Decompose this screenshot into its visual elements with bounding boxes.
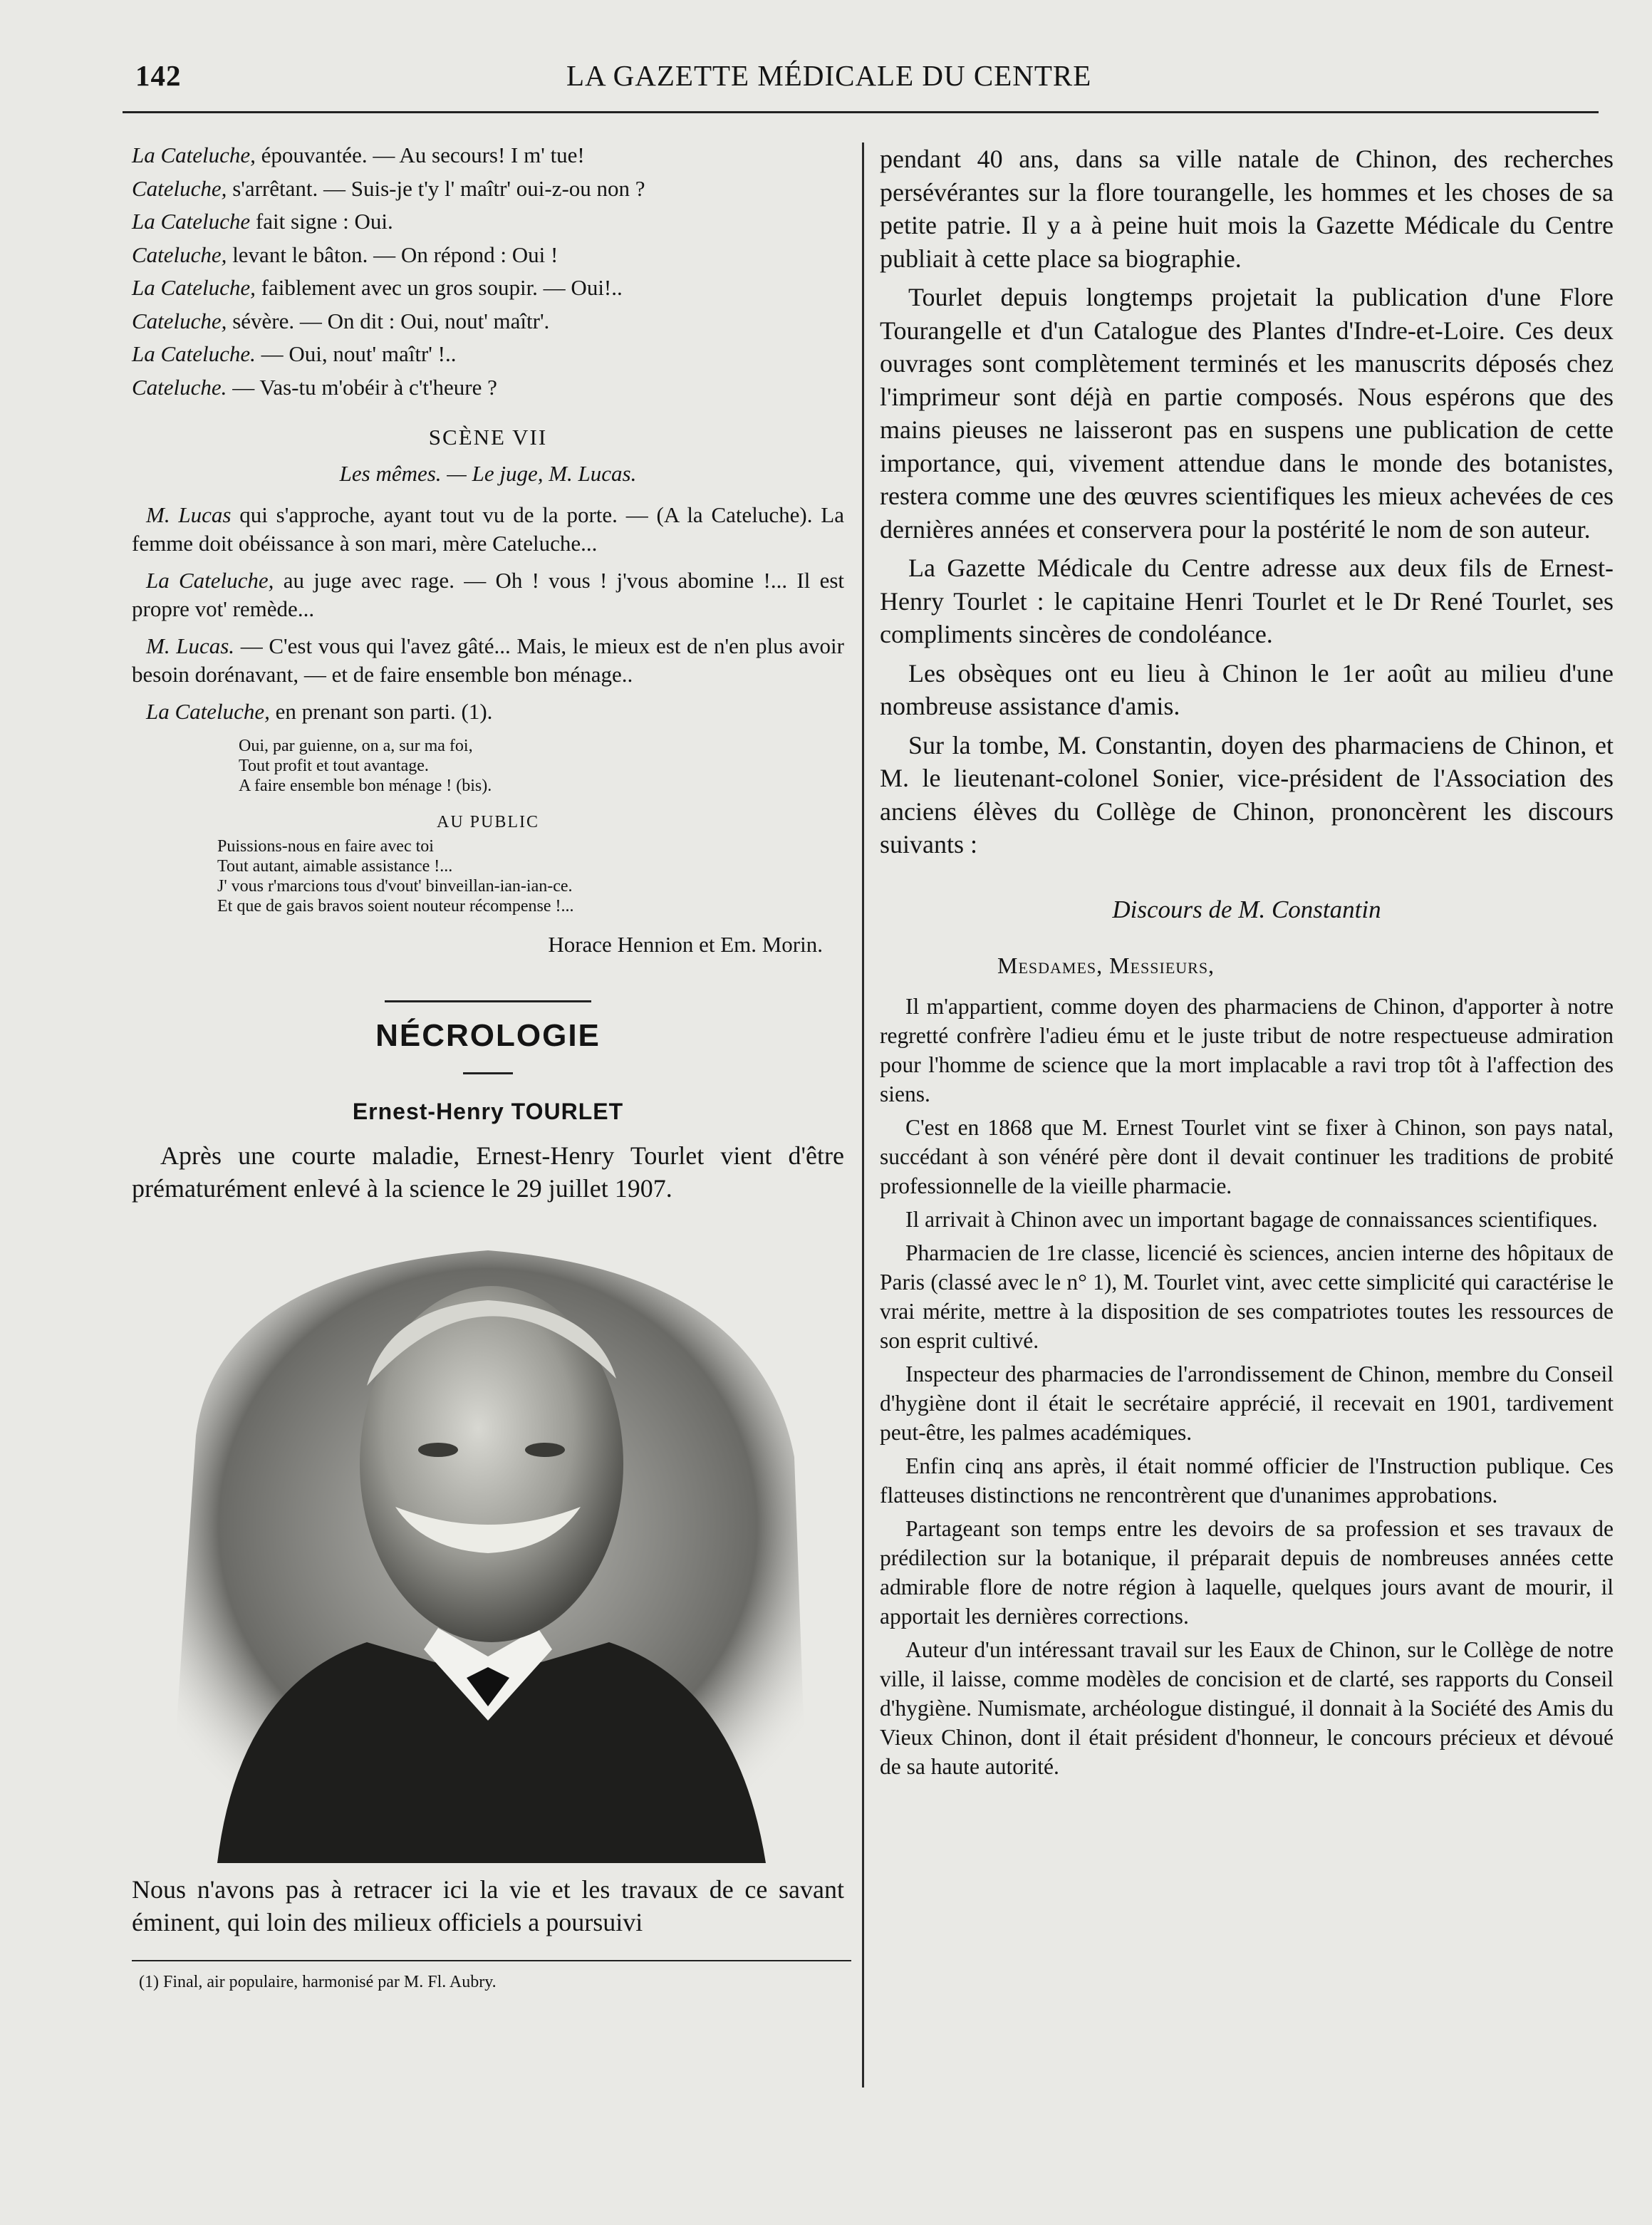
body-paragraph: Tourlet depuis longtemps projetait la publication d'une Flore Tourangelle et d'un Catalogue des Plantes d'Indre-et-Loire. Ces deux ouvrages sont complètement terminés et les manuscrits déposés chez l'imprimeur sont déjà en partie composés. Nous espérons que des mains pieuses ne laisseront pas en suspens une publication de cette importance, qui, vivement attendue dans le monde des botanistes, restera comme une des œuvres scientifiques les mieux achevées de ces dernières années et conservera pour la postérité le nom de son auteur. — [880, 283, 1614, 544]
speaker: La Cateluche — [132, 209, 251, 234]
paragraph-text: qui s'approche, ayant tout vu de la porte. — (A la Cateluche). La femme doit obéissance à son mari, mère Cateluche... — [132, 502, 844, 556]
verse-line: Oui, par guienne, on a, sur ma foi, — [239, 737, 473, 755]
heading-dash — [463, 1072, 513, 1074]
paragraph-text: au juge avec rage. — Oh ! vous ! j'vous abomine !... Il est propre vot' remède... — [132, 568, 845, 621]
discours-title: Discours de M. Constantin — [1112, 895, 1381, 923]
section-heading: NÉCROLOGIE — [375, 1018, 601, 1053]
speech-paragraph: Inspecteur des pharmacies de l'arrondissement de Chinon, membre du Conseil d'hygiène dont il était le secrétaire apprécié, il recevait en 1901, tardivement peut-être, les palmes académiques. — [880, 1361, 1614, 1445]
header-rule — [123, 111, 1599, 113]
paragraph-text: — C'est vous qui l'avez gâté... Mais, le mieux est de n'en plus avoir besoin dorénavant, — et de faire ensemble bon ménage.. — [132, 633, 844, 687]
speech-paragraph: Auteur d'un intéressant travail sur les Eaux de Chinon, sur le Collège de notre ville, il laisse, comme modèles de concision et de clarté, ses rapports du Conseil d'hygiène. Numismate, archéologue distingué, il donnait à la Société des Amis du Vieux Chinon, dont il était président d'honneur, le concours précieux et dévoué de sa haute autorité. — [880, 1637, 1614, 1779]
line-text: épouvantée. — Au secours! I m' tue! — [255, 142, 585, 167]
page-header — [135, 58, 1596, 101]
speech-paragraph: Partageant son temps entre les devoirs de sa profession et ses travaux de prédilection sur la botanique, il préparait depuis de nombreuses années cette admirable flore de notre région à laquelle, quelques jours avant de mourir, il apportait les dernières corrections. — [880, 1515, 1614, 1629]
speaker: Cateluche, — [132, 308, 227, 333]
speech-paragraph: Il arrivait à Chinon avec un important bagage de connaissances scientifiques. — [905, 1206, 1598, 1232]
footnote-rule — [132, 1960, 851, 1961]
verse-line: Tout profit et tout avantage. — [239, 757, 429, 775]
verse-line: Puissions-nous en faire avec toi — [217, 837, 434, 856]
speaker: La Cateluche, — [146, 699, 270, 724]
line-text: s'arrêtant. — Suis-je t'y l' maîtr' oui-z-ou non ? — [227, 175, 645, 201]
dialogue-line — [132, 172, 844, 206]
line-text: levant le bâton. — On répond : Oui ! — [227, 242, 559, 267]
line-text: fait signe : Oui. — [250, 209, 393, 234]
scene-heading: SCÈNE VII — [428, 425, 548, 450]
salutation: Mesdames, Messieurs, — [997, 952, 1215, 978]
stage-paragraph — [132, 697, 844, 726]
body-paragraph: Les obsèques ont eu lieu à Chinon le 1er août au milieu d'une nombreuse assistance d'amis. — [880, 658, 1614, 720]
body-paragraph: La Gazette Médicale du Centre adresse aux deux fils de Ernest-Henry Tourlet : le capitaine Henri Tourlet et le Dr René Tourlet, ses compliments sincères de condoléance. — [880, 554, 1614, 648]
line-text: sévère. — On dit : Oui, nout' maîtr'. — [227, 308, 550, 333]
line-text: — Oui, nout' maîtr' !.. — [255, 341, 457, 366]
speech-paragraph: Il m'appartient, comme doyen des pharmaciens de Chinon, d'apporter à notre regretté confrère l'adieu ému et le juste tribut de notre respectueuse admiration pour l'homme de science que la mort implacable a ravi trop tôt à l'affection des siens. — [880, 993, 1614, 1106]
body-paragraph: pendant 40 ans, dans sa ville natale de Chinon, des recherches persévérantes sur la flore tourangelle, les hommes et les choses de sa petite patrie. Il y a à peine huit mois la Gazette Médicale du Centre publiait à cette place sa biographie. — [880, 145, 1614, 273]
paragraph-text: en prenant son parti. (1). — [269, 699, 493, 724]
stage-paragraph — [132, 632, 844, 689]
right-column — [880, 142, 1614, 1781]
verse-line: Et que de gais bravos soient nouteur récompense !... — [217, 897, 574, 916]
page-number: 142 — [135, 59, 182, 92]
verse-line: Tout autant, aimable assistance !... — [217, 857, 453, 876]
verse-block — [132, 836, 844, 916]
journal-title: LA GAZETTE MÉDICALE DU CENTRE — [566, 59, 1092, 92]
section-rule — [385, 1000, 591, 1002]
dialogue-line — [132, 371, 844, 405]
portrait-engraving — [153, 1222, 823, 1863]
speaker: La Cateluche, — [132, 275, 256, 300]
body-paragraph: Sur la tombe, M. Constantin, doyen des pharmaciens de Chinon, et M. le lieutenant-colonel Sonier, vice-président de l'Association des anciens élèves du Collège de Chinon, prononcèrent les discours suivants : — [880, 730, 1614, 859]
speech-paragraph: Enfin cinq ans après, il était nommé officier de l'Instruction publique. Ces flatteuses distinctions ne rencontrèrent que d'unanimes approbations. — [880, 1453, 1614, 1508]
speaker: La Cateluche, — [146, 568, 274, 593]
verse-line: A faire ensemble bon ménage ! (bis). — [239, 777, 492, 795]
footnote: (1) Final, air populaire, harmonisé par M. Fl. Aubry. — [139, 1973, 497, 1991]
speaker: M. Lucas. — [146, 633, 235, 658]
line-text: faiblement avec un gros soupir. — Oui!.. — [255, 275, 623, 300]
speaker: La Cateluche. — [132, 341, 256, 366]
dialogue-line — [132, 271, 844, 305]
dialogue-line — [132, 139, 844, 172]
dialogue-line — [132, 305, 844, 338]
dialogue-block — [132, 139, 844, 404]
dialogue-line — [132, 239, 844, 272]
stage-paragraph — [132, 566, 844, 623]
verse-block — [132, 736, 844, 796]
author-signature: Horace Hennion et Em. Morin. — [548, 932, 823, 957]
speaker: Cateluche, — [132, 175, 227, 201]
obituary-intro: Après une courte maladie, Ernest-Henry Tourlet vient d'être prématurément enlevé à la science le 29 juillet 1907. — [132, 1141, 844, 1203]
dialogue-line — [132, 205, 844, 239]
obituary-continued: Nous n'avons pas à retracer ici la vie et les travaux de ce savant éminent, qui loin des milieux officiels a poursuivi — [132, 1875, 844, 1936]
column-divider — [862, 142, 864, 2087]
speaker: M. Lucas — [146, 502, 232, 527]
speech-paragraph: C'est en 1868 que M. Ernest Tourlet vint se fixer à Chinon, son pays natal, succédant à son vénéré père dont il devait continuer les traditions de probité professionnelle de la vieille pharmacie. — [880, 1114, 1614, 1198]
speaker: Cateluche. — [132, 374, 227, 400]
left-column — [132, 139, 844, 1992]
speech-paragraph: Pharmacien de 1re classe, licencié ès sciences, ancien interne des hôpitaux de Paris (classé avec le n° 1), M. Tourlet vint, avec cette simplicité qui caractérise le vrai mérite, mettre à la disposition de ses compatriotes toutes les ressources de son esprit cultivé. — [880, 1240, 1614, 1353]
stage-paragraph — [132, 501, 844, 558]
obituary-name: Ernest-Henry TOURLET — [352, 1099, 624, 1124]
scene-subtitle: Les mêmes. — Le juge, M. Lucas. — [339, 461, 637, 486]
verse-line: J' vous r'marcions tous d'vout' binveillan-ian-ian-ce. — [217, 877, 573, 896]
speaker: La Cateluche, — [132, 142, 256, 167]
speaker: Cateluche, — [132, 242, 227, 267]
dialogue-line — [132, 338, 844, 371]
au-public-heading: AU PUBLIC — [436, 813, 539, 831]
line-text: — Vas-tu m'obéir à c't'heure ? — [227, 374, 497, 400]
